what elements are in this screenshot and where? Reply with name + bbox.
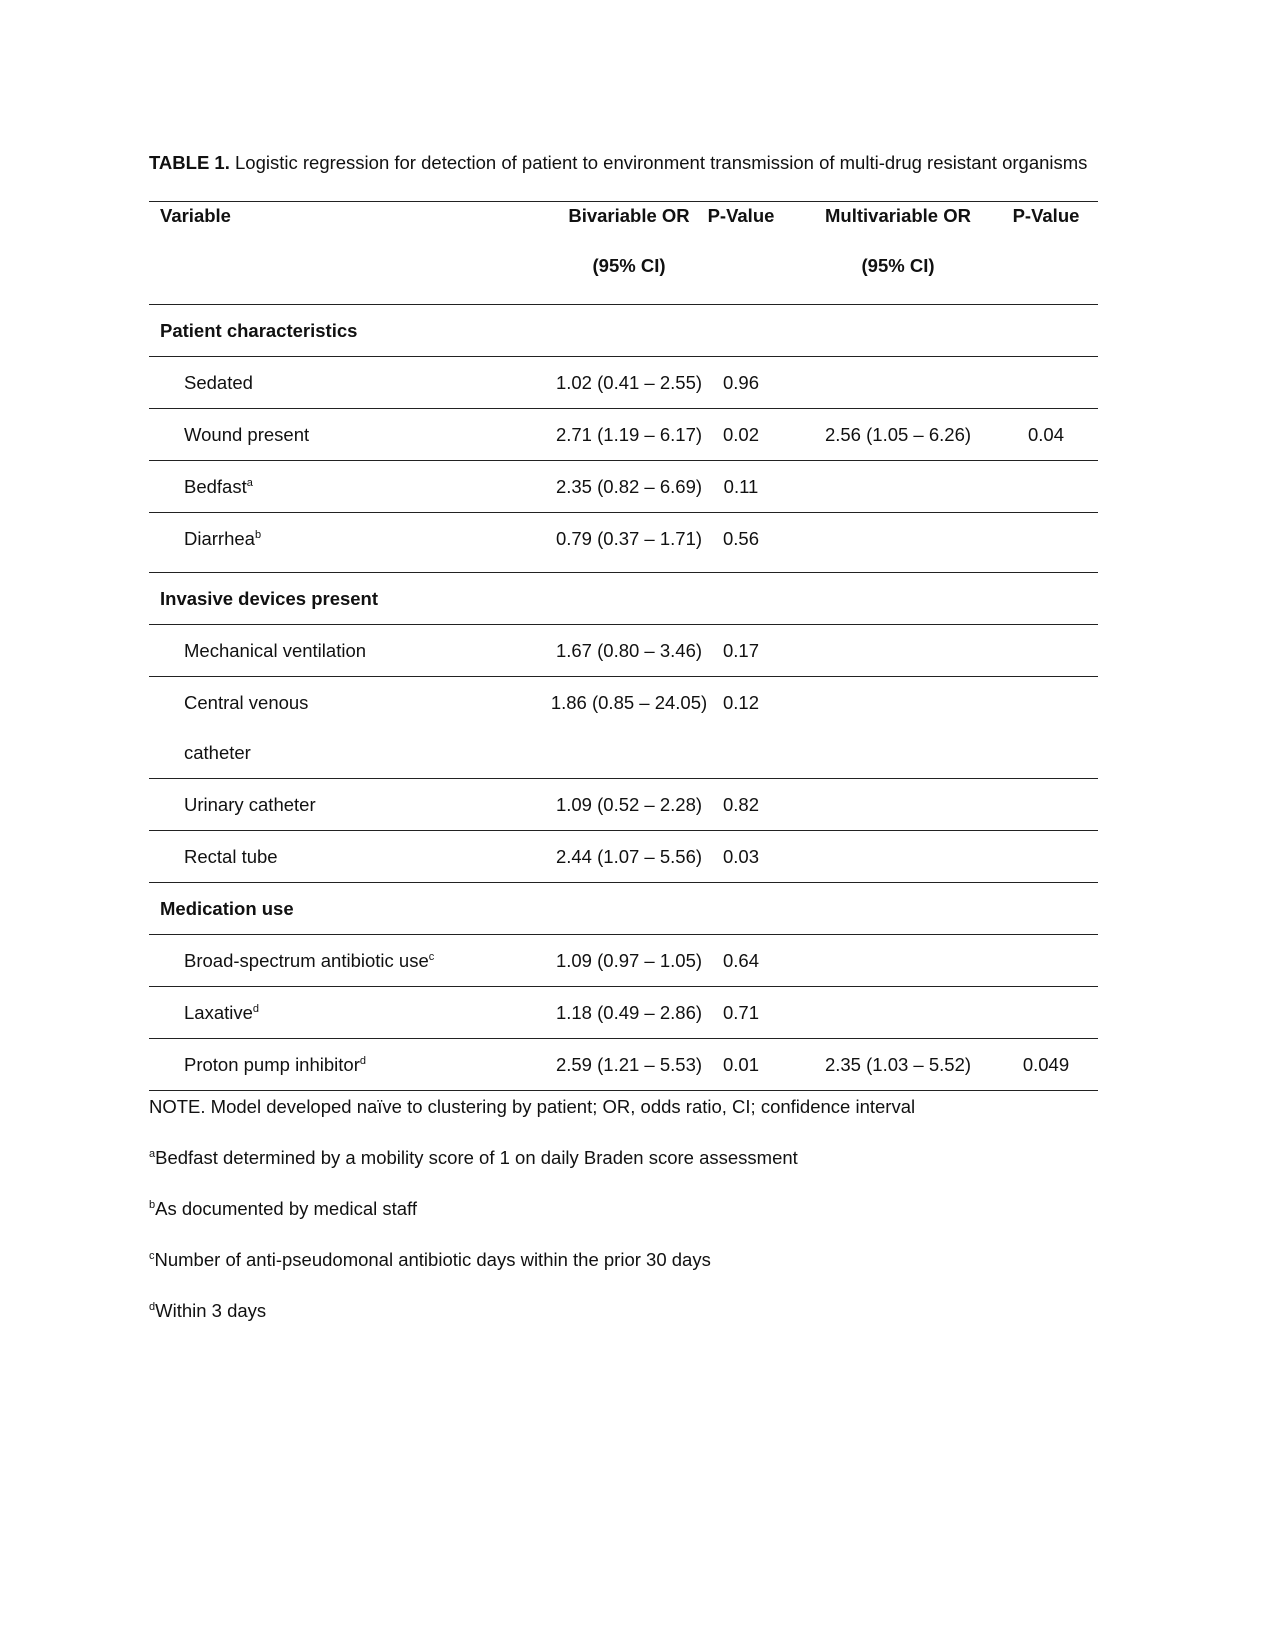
variable-cell: Sedated — [184, 372, 253, 393]
footnote-marker: c — [428, 950, 435, 963]
table-header — [149, 202, 1098, 305]
variable-cell: Diarrhea$^b$ — [184, 528, 262, 549]
pvalue-1-cell: 0.03 — [722, 846, 759, 867]
variable-cell: Laxative$^d$ — [184, 1002, 260, 1023]
pvalue-1-cell: 0.71 — [722, 1002, 759, 1023]
table-number: TABLE 1. — [149, 152, 230, 173]
bivariable-or-cell: 0.79 (0.37 – 1.71) — [555, 528, 703, 549]
pvalue-1-cell: 0.56 — [722, 528, 759, 549]
footnote-marker: b — [254, 528, 262, 541]
variable-cell: Wound present — [184, 424, 310, 445]
variable-cell: Broad-spectrum antibiotic use$^c$ — [184, 950, 435, 971]
bivariable-or-cell: 1.09 (0.52 – 2.28) — [555, 794, 703, 815]
pvalue-1-cell: 0.17 — [722, 640, 759, 661]
footnote-marker: d — [252, 1002, 260, 1015]
multivariable-or-cell: 2.35 (1.03 – 5.52) — [824, 1054, 972, 1075]
section-label: Invasive devices present — [160, 588, 379, 609]
variable-cell: Mechanical ventilation — [184, 640, 367, 661]
pvalue-1-cell: 0.12 — [722, 692, 759, 713]
footnote-d: $^d$Within 3 days — [149, 1300, 267, 1321]
bivariable-or-cell: 1.18 (0.49 – 2.86) — [555, 1002, 703, 1023]
table-caption: Logistic regression for detection of patient to environment transmission of multi-drug resistant organisms — [229, 152, 1088, 173]
bivariable-or-cell: 1.86 (0.85 – 24.05) — [550, 692, 708, 713]
footnote-general: NOTE. Model developed naïve to clustering by patient; OR, odds ratio, CI; confidence interval — [149, 1096, 916, 1117]
variable-cell: Rectal tube — [184, 846, 278, 867]
table-row — [149, 779, 1098, 831]
header-bivariable-ci: (95% CI) — [592, 255, 666, 276]
table-title — [149, 152, 1087, 174]
footnote-marker: c — [149, 1249, 155, 1262]
pvalue-1-cell: 0.82 — [722, 794, 759, 815]
variable-cell: Bedfast$^a$ — [184, 476, 253, 497]
pvalue-2-cell: 0.049 — [1022, 1054, 1070, 1075]
regression-table — [149, 201, 1098, 1091]
header-multivariable-or: Multivariable OR — [825, 205, 971, 226]
section-label: Medication use — [160, 898, 294, 919]
table-row — [149, 625, 1098, 677]
pvalue-2-cell: 0.04 — [1027, 424, 1064, 445]
footnote-a: $^a$Bedfast determined by a mobility score of 1 on daily Braden score assessment — [149, 1147, 798, 1168]
footnote-b: $^b$As documented by medical staff — [149, 1198, 418, 1219]
footnote-marker: b — [149, 1198, 156, 1211]
table-row — [149, 409, 1098, 461]
section-label: Patient characteristics — [160, 320, 358, 341]
table-row — [149, 677, 1098, 779]
table-row — [149, 935, 1098, 987]
section-header — [149, 883, 1098, 935]
table-row — [149, 357, 1098, 409]
variable-cell: Urinary catheter — [184, 794, 316, 815]
bivariable-or-cell: 2.44 (1.07 – 5.56) — [555, 846, 703, 867]
footnote-c: $^c$Number of anti-pseudomonal antibiotic days within the prior 30 days — [149, 1249, 711, 1270]
footnote-marker: d — [149, 1300, 156, 1313]
header-pvalue-1: P-Value — [707, 205, 775, 226]
table-row — [149, 513, 1098, 573]
header-multivariable-ci: (95% CI) — [861, 255, 935, 276]
footnote-marker: d — [359, 1054, 366, 1067]
table-row — [149, 461, 1098, 513]
header-pvalue-2: P-Value — [1012, 205, 1080, 226]
variable-cell: Proton pump inhibitor$^d$ — [184, 1054, 366, 1075]
bivariable-or-cell: 2.35 (0.82 – 6.69) — [555, 476, 703, 497]
pvalue-1-cell: 0.02 — [722, 424, 759, 445]
header-variable: Variable — [160, 205, 231, 226]
pvalue-1-cell: 0.11 — [723, 476, 759, 497]
table-footnotes — [149, 1096, 915, 1351]
bivariable-or-cell: 1.09 (0.97 – 1.05) — [555, 950, 703, 971]
footnote-marker: a — [149, 1147, 156, 1160]
pvalue-1-cell: 0.96 — [722, 372, 759, 393]
table-row — [149, 831, 1098, 883]
pvalue-1-cell: 0.64 — [722, 950, 759, 971]
table-row — [149, 1039, 1098, 1091]
bivariable-or-cell: 2.71 (1.19 – 6.17) — [555, 424, 703, 445]
section-header — [149, 573, 1098, 625]
bivariable-or-cell: 2.59 (1.21 – 5.53) — [555, 1054, 703, 1075]
variable-cell: Central venous — [184, 692, 309, 713]
multivariable-or-cell: 2.56 (1.05 – 6.26) — [824, 424, 972, 445]
pvalue-1-cell: 0.01 — [722, 1054, 759, 1075]
table-row — [149, 987, 1098, 1039]
section-header — [149, 305, 1098, 357]
variable-cell-continued: catheter — [184, 742, 251, 763]
bivariable-or-cell: 1.67 (0.80 – 3.46) — [555, 640, 703, 661]
header-bivariable-or: Bivariable OR — [568, 205, 690, 226]
footnote-marker: a — [246, 476, 253, 489]
bivariable-or-cell: 1.02 (0.41 – 2.55) — [555, 372, 703, 393]
